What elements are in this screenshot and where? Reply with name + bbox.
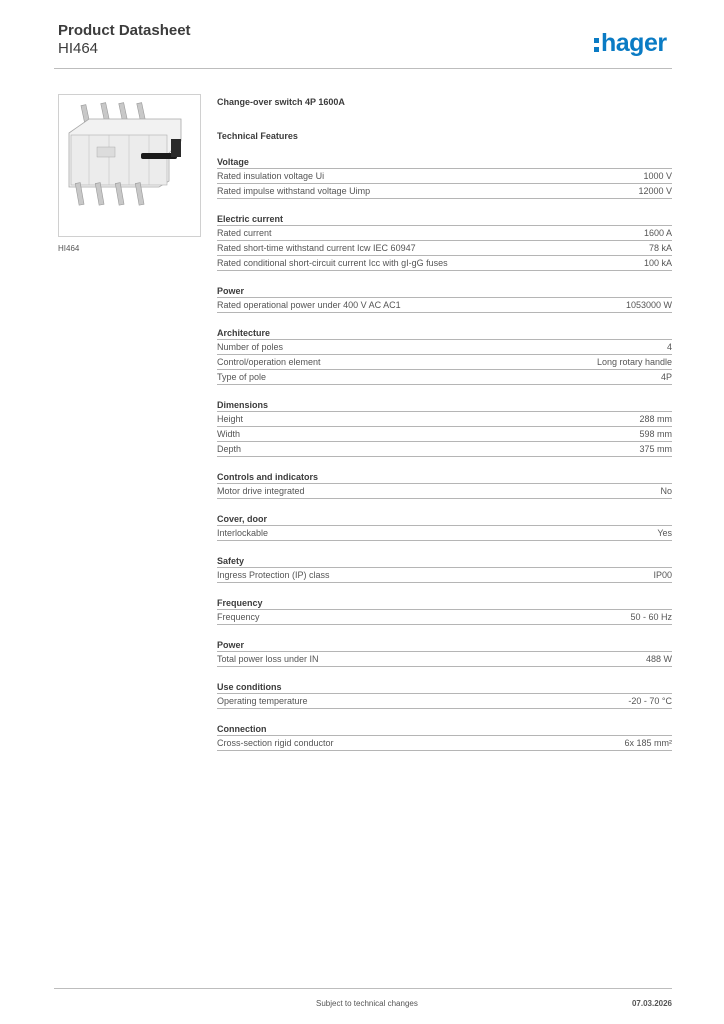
spec-value: IP00 bbox=[653, 570, 672, 580]
spec-label: Height bbox=[217, 414, 244, 424]
feature-section bbox=[217, 597, 672, 625]
spec-label: Type of pole bbox=[217, 372, 267, 382]
feature-section bbox=[217, 327, 672, 385]
spec-value: Long rotary handle bbox=[596, 357, 672, 367]
feature-section bbox=[217, 213, 672, 271]
spec-value: No bbox=[660, 486, 672, 496]
page-header bbox=[58, 22, 191, 58]
feature-sections bbox=[217, 156, 672, 751]
header-divider bbox=[54, 68, 672, 69]
spec-row bbox=[217, 568, 672, 583]
spec-value: 4P bbox=[660, 372, 672, 382]
spec-value: 488 W bbox=[645, 654, 672, 664]
product-reference: HI464 bbox=[58, 40, 99, 57]
feature-section bbox=[217, 681, 672, 709]
spec-label: Motor drive integrated bbox=[217, 486, 305, 496]
spec-label: Rated short-time withstand current Icw IEC 60947 bbox=[217, 243, 416, 253]
section-title: Safety bbox=[217, 555, 672, 568]
spec-value: 100 kA bbox=[643, 258, 672, 268]
spec-row bbox=[217, 370, 672, 385]
spec-row bbox=[217, 412, 672, 427]
feature-section bbox=[217, 513, 672, 541]
spec-value: 12000 V bbox=[638, 186, 672, 196]
spec-row bbox=[217, 736, 672, 751]
spec-row bbox=[217, 484, 672, 499]
footer-date: 07.03.2026 bbox=[631, 999, 672, 1008]
section-title: Connection bbox=[217, 723, 672, 736]
spec-label: Control/operation element bbox=[217, 357, 321, 367]
page-title: Product Datasheet bbox=[58, 22, 191, 39]
spec-value: Yes bbox=[657, 528, 672, 538]
spec-row bbox=[217, 355, 672, 370]
section-title: Architecture bbox=[217, 327, 672, 340]
spec-label: Operating temperature bbox=[217, 696, 308, 706]
spec-label: Rated operational power under 400 V AC AC1 bbox=[217, 300, 401, 310]
section-title: Voltage bbox=[217, 156, 672, 169]
spec-label: Rated impulse withstand voltage Uimp bbox=[217, 186, 371, 196]
feature-section bbox=[217, 285, 672, 313]
feature-section bbox=[217, 723, 672, 751]
spec-label: Width bbox=[217, 429, 241, 439]
spec-value: 598 mm bbox=[639, 429, 672, 439]
section-title: Power bbox=[217, 285, 672, 298]
hager-logo bbox=[594, 28, 667, 58]
section-title: Dimensions bbox=[217, 399, 672, 412]
spec-row bbox=[217, 340, 672, 355]
spec-value: 1053000 W bbox=[625, 300, 672, 310]
spec-value: -20 - 70 °C bbox=[628, 696, 672, 706]
spec-row bbox=[217, 226, 672, 241]
spec-row bbox=[217, 298, 672, 313]
features-heading: Technical Features bbox=[217, 131, 298, 141]
spec-value: 50 - 60 Hz bbox=[630, 612, 672, 622]
spec-value: 78 kA bbox=[648, 243, 672, 253]
product-name: Change-over switch 4P 1600A bbox=[217, 97, 345, 107]
spec-value: 1000 V bbox=[643, 171, 672, 181]
spec-label: Interlockable bbox=[217, 528, 269, 538]
section-title: Electric current bbox=[217, 213, 672, 226]
image-caption: HI464 bbox=[58, 244, 80, 253]
changeover-switch-icon bbox=[59, 95, 200, 236]
spec-row bbox=[217, 184, 672, 199]
section-title: Controls and indicators bbox=[217, 471, 672, 484]
product-image bbox=[58, 94, 201, 237]
feature-section bbox=[217, 639, 672, 667]
spec-row bbox=[217, 427, 672, 442]
spec-label: Number of poles bbox=[217, 342, 284, 352]
feature-section bbox=[217, 555, 672, 583]
section-title: Cover, door bbox=[217, 513, 672, 526]
spec-label: Rated current bbox=[217, 228, 272, 238]
technical-features bbox=[217, 96, 672, 751]
feature-section bbox=[217, 471, 672, 499]
feature-section bbox=[217, 156, 672, 199]
spec-row bbox=[217, 442, 672, 457]
spec-value: 288 mm bbox=[639, 414, 672, 424]
footer-divider bbox=[54, 988, 672, 989]
feature-section bbox=[217, 399, 672, 457]
spec-value: 6x 185 mm² bbox=[624, 738, 672, 748]
spec-row bbox=[217, 526, 672, 541]
spec-label: Total power loss under IN bbox=[217, 654, 319, 664]
spec-row bbox=[217, 241, 672, 256]
spec-label: Rated conditional short-circuit current Icc with gI-gG fuses bbox=[217, 258, 448, 268]
section-title: Use conditions bbox=[217, 681, 672, 694]
spec-label: Rated insulation voltage Ui bbox=[217, 171, 325, 181]
footer-note: Subject to technical changes bbox=[316, 999, 418, 1008]
spec-value: 1600 A bbox=[643, 228, 672, 238]
logo-dots-icon bbox=[594, 38, 599, 52]
spec-row bbox=[217, 169, 672, 184]
section-title: Frequency bbox=[217, 597, 672, 610]
spec-label: Ingress Protection (IP) class bbox=[217, 570, 330, 580]
spec-row bbox=[217, 652, 672, 667]
logo-text: hager bbox=[601, 28, 667, 57]
section-title: Power bbox=[217, 639, 672, 652]
spec-label: Depth bbox=[217, 444, 242, 454]
spec-label: Cross-section rigid conductor bbox=[217, 738, 334, 748]
spec-row bbox=[217, 256, 672, 271]
spec-value: 4 bbox=[666, 342, 672, 352]
spec-label: Frequency bbox=[217, 612, 260, 622]
spec-row bbox=[217, 610, 672, 625]
spec-value: 375 mm bbox=[639, 444, 672, 454]
spec-row bbox=[217, 694, 672, 709]
